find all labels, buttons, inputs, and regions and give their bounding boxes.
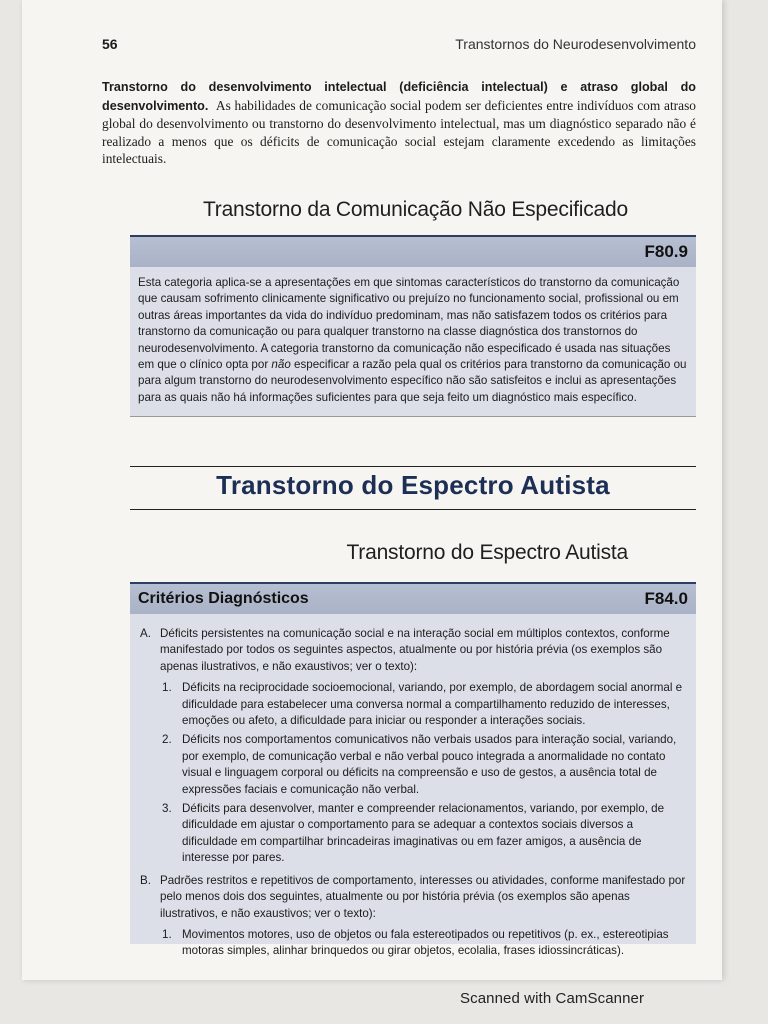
criterion-a-item: 1. Déficits na reciprocidade socioemocional, variando, por exemplo, de abordagem social anormal e dificuldade para estabelecer uma conversa normal a compartilhamento reduzido de interesses, emoções ou afeto, a dificuldade para iniciar ou responder a interações sociais. — [162, 681, 683, 728]
code-bar-autism — [130, 582, 696, 614]
intro-text: As habilidades de comunicação social podem ser deficientes entre indivíduos com atraso global do desenvolvimento ou transtorno do desenvolvimento intelectual, mas um diagnóstico separado não é realizado a menos que os déficits de comunicação social estejam claramente excedendo as limitações intelectuais. — [102, 97, 696, 166]
criterion-item-text: Déficits nos comportamentos comunicativos não verbais usados para interação social, variando, por exemplo, de comunicação verbal e não verbal pouco integrada a anormalidade no contato visual e linguagem corporal ou déficits na compreensão e uso de gestos, a ausência total de expressões faciais e comunicação não verbal. — [182, 733, 677, 796]
criterion-text: Padrões restritos e repetitivos de comportamento, interesses ou atividades, conforme manifestado por pelo menos dois dos seguintes, atualmente ou por história prévia (os exemplos são apenas ilustrativos, e não exaustivos; ver o texto): — [160, 873, 686, 920]
criterion-text: Déficits persistentes na comunicação social e na interação social em múltiplos contextos, conforme manifestado por todos os seguintes aspectos, atualmente ou por história prévia (os exemplos são apenas ilustrativos, e não exaustivos; ver o texto): — [160, 627, 670, 673]
page-header — [102, 36, 696, 52]
intro-paragraph — [102, 78, 696, 168]
emphasis-text: não — [271, 358, 291, 372]
criterion-a: A. Déficits persistentes na comunicação social e na interação social em múltiplos contextos, conforme manifestado por todos os seguintes aspectos, atualmente ou por história prévia (os exemplos são apenas ilustrativos, e não exaustivos; ver o texto): — [140, 627, 670, 673]
criterion-a-item: 2. Déficits nos comportamentos comunicativos não verbais usados para interação social, variando, por exemplo, de comunicação verbal e não verbal pouco integrada a anormalidade no contato visual e linguagem corporal ou déficits na compreensão e uso de gestos, a ausência total de expressões faciais e comunicação não verbal. — [162, 733, 677, 796]
diagnostic-code: F80.9 — [644, 242, 688, 261]
chapter-title: Transtorno do Espectro Autista — [216, 470, 610, 500]
intro-lead: Transtorno do desenvolvimento intelectual (deficiência intelectual) e atraso global do desenvolvimento. — [102, 80, 696, 113]
code-bar-communication — [130, 235, 696, 267]
criteria-title: Critérios Diagnósticos — [138, 590, 309, 607]
criterion-a-item: 3. Déficits para desenvolver, manter e compreender relacionamentos, variando, por exemplo, de dificuldade em ajustar o comportamento para se adequar a contextos sociais diversos a dificuldade em compartilhar brincadeiras imaginativas ou em fazer amigos, a ausência de interesse por pares. — [162, 802, 665, 865]
section-heading-autism: Transtorno do Espectro Autista — [346, 541, 628, 564]
document-page — [22, 0, 722, 980]
criterion-b: B. Padrões restritos e repetitivos de comportamento, interesses ou atividades, conforme manifestado por pelo menos dois dos seguintes, atualmente ou por história prévia (os exemplos são apenas ilustrativos, e não exaustivos; ver o texto): — [140, 873, 686, 920]
criterion-item-text: Movimentos motores, uso de objetos ou fala estereotipados ou repetitivos (p. ex., estereotipias motoras simples, alinhar brinquedos ou girar objetos, ecolalia, frases idiossincráticas). — [182, 927, 669, 958]
criterion-item-text: Déficits para desenvolver, manter e compreender relacionamentos, variando, por exemplo, de dificuldade em ajustar o comportamento para se adequar a contextos sociais diversos a dificuldade em compartilhar brincadeiras imaginativas ou em fazer amigos, a ausência de interesse por pares. — [182, 802, 665, 865]
chapter-rule-bottom — [130, 509, 696, 510]
criteria-box-communication — [130, 267, 696, 417]
category-description: Esta categoria aplica-se a apresentações em que sintomas característicos do transtorno da comunicação que causam sofrimento clinicamente significativo ou prejuízo no funcionamento social, profissional ou em outras áreas importantes da vida do indivíduo predominam, mas não satisfazem todos os critérios para transtorno da comunicação ou para qualquer transtorno na classe diagnóstica dos transtornos do neurodesenvolvimento. A categoria transtorno da comunicação não especificado é usada nas situações em que o clínico opta por não especificar a razão pela qual os critérios para transtorno da comunicação ou para algum transtorno do neurodesenvolvimento específico não são satisfeitos e inclui as apresentações para as quais não há informações suficientes para que seja feito um diagnóstico mais específico. — [138, 276, 687, 404]
diagnostic-code: F84.0 — [644, 589, 688, 608]
criterion-item-text: Déficits na reciprocidade socioemocional, variando, por exemplo, de abordagem social anormal e dificuldade para estabelecer uma conversa normal a compartilhamento reduzido de interesses, emoções ou afeto, a dificuldade para iniciar ou responder a interações sociais. — [182, 681, 683, 728]
page-number: 56 — [102, 36, 118, 52]
criterion-b-item: 1. Movimentos motores, uso de objetos ou fala estereotipados ou repetitivos (p. ex., estereotipias motoras simples, alinhar brinquedos ou girar objetos, ecolalia, frases idiossincráticas). — [162, 927, 669, 958]
scanner-watermark: Scanned with CamScanner — [460, 990, 645, 1007]
section-heading-communication: Transtorno da Comunicação Não Especificado — [202, 198, 628, 221]
criteria-box-autism — [130, 614, 696, 958]
running-title: Transtornos do Neurodesenvolvimento — [455, 36, 696, 52]
chapter-rule-top — [130, 466, 696, 467]
